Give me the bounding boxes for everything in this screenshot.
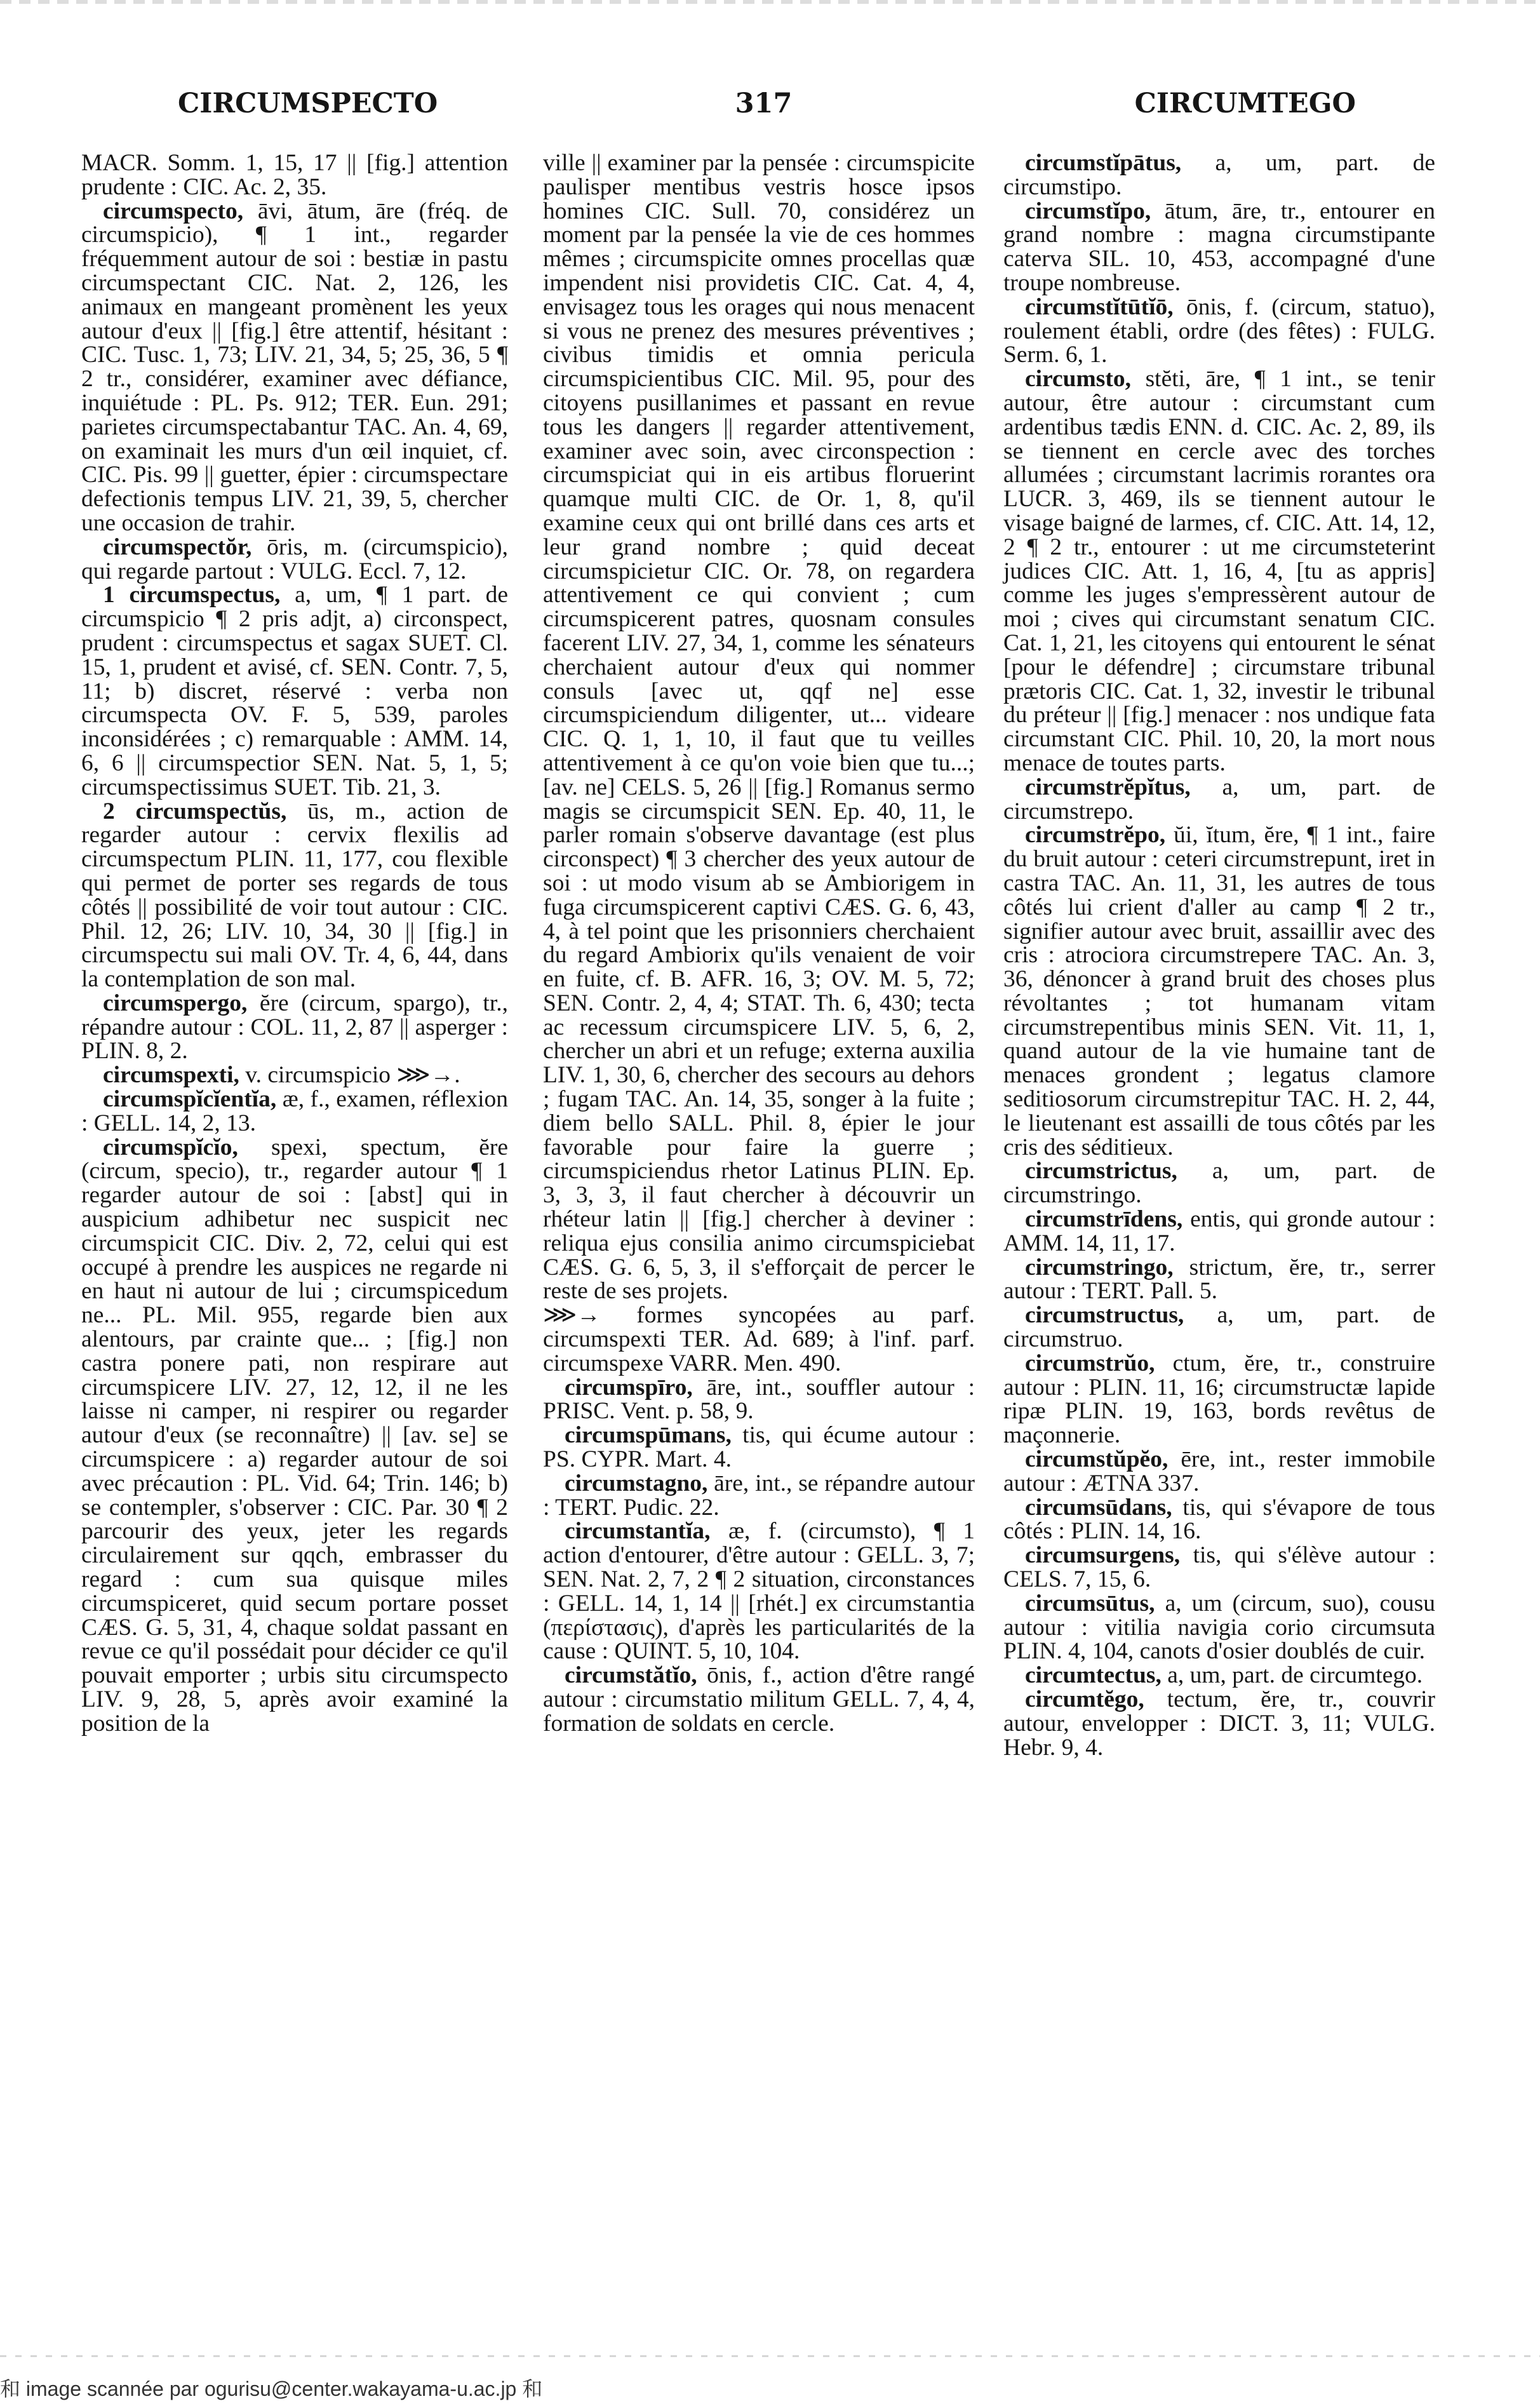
headword: circumstrīdens,	[1025, 1206, 1183, 1233]
dictionary-entry	[1003, 1496, 1435, 1544]
headword: 2 circumspectŭs,	[103, 798, 287, 824]
dictionary-entry	[543, 1376, 975, 1424]
entry-text: a, um, part. de circumtego.	[1167, 1662, 1423, 1689]
dictionary-entry	[1003, 1688, 1435, 1759]
entry-text: ŭi, ĭtum, ĕre, ¶ 1 int., faire du bruit autour : ceteri circumstrepunt, iret in castra TAC. An. 11, 31, les autres de tous côtés lui crient d'aller au camp ¶ 2 tr., signifier autour avec bruit, assaillir avec des cris : atrociora circumstrepere TAC. An. 3, 36, dénoncer à grand bruit des choses plus révoltantes ; tot humanam vitam circumstrepentibus minis SEN. Vit. 11, 1, quand autour de la vie humaine tant de menaces grondent ; legatus clamore seditiosorum circumstrepitur TAC. H. 2, 44, le lieutenant est assailli de tous côtés par les cris des séditieux.	[1003, 822, 1436, 1160]
dictionary-entry	[1003, 776, 1435, 824]
entry-text: ctum, ĕre, tr., construire autour : PLIN. 11, 16; circumstructæ lapide ripæ PLIN. 19, 163, bords revêtus de maçonnerie.	[1003, 1350, 1436, 1449]
entry-text: a, um, ¶ 1 part. de circumspicio ¶ 2 pris adjt, a) circonspect, prudent : circumspectus et sagax SUET. Cl. 15, 1, prudent et avisé, cf. SEN. Contr. 7, 5, 11; b) discret, réservé : verba non circumspecta OV. F. 5, 539, paroles inconsidérées ; c) remarquable : AMM. 14, 6, 6 || circumspectior SEN. Nat. 5, 1, 5; circumspectissimus SUET. Tib. 21, 3.	[81, 582, 508, 800]
entry-text: a, um, part. de circumstipo.	[1003, 150, 1435, 200]
column-1	[81, 151, 508, 2279]
headword: circumstringo,	[1025, 1254, 1174, 1280]
headword: circumspectŏr,	[103, 534, 252, 560]
headword: circumspĭcĭentĭa,	[103, 1086, 277, 1113]
dictionary-entry	[1003, 295, 1435, 367]
dictionary-entry	[81, 199, 508, 535]
entry-text: ⋙→ formes syncopées au parf. circumspexti TER. Ad. 689; à l'inf. parf. circumspexe VARR. Men. 490.	[543, 1302, 975, 1376]
entry-text: a, um, part. de circumstruo.	[1003, 1302, 1435, 1353]
entry-text: ville || examiner par la pensée : circumspicite paulisper mentibus vestris hosce ipsos homines CIC. Sull. 70, considérez un moment par la pensée la vie de ces hommes mêmes ; circumspicite omnes procellas quæ impendent nisi providetis CIC. Cat. 4, 4, envisagez tous les orages qui nous menacent si vous ne prenez des mesures préventives ; civibus timidis et omnia pericula circumspicientibus CIC. Mil. 95, pour des citoyens pusillanimes et passant en revue tous les dangers || regarder attentivement, examiner avec soin, avec circonspection : circumspiciat qui in eis artibus floruerint quamque multi CIC. de Or. 1, 8, qu'il examine ceux qui ont brillé dans ces arts et leur grand nombre ; quid deceat circumspicietur CIC. Or. 78, on regardera attentivement ce qui convient ; cum circumspicerent patres, quosnam consules facerent LIV. 27, 34, 1, comme les sénateurs cherchaient autour d'eux qui nommer consuls [avec ut, qqf ne] esse circumspiciendum diligenter, ut... videare CIC. Q. 1, 1, 10, il faut que tu veilles attentivement à ce qu'on voie bien que tu...; [av. ne] CELS. 5, 26 || [fig.] Romanus sermo magis se circumspicit SEN. Ep. 40, 11, le parler romain s'observe davantage (est plus circonspect) ¶ 3 chercher des yeux autour de soi : ut modo visum ab se Ambiorigem in fuga circumspicerent captivi CÆS. G. 6, 43, 4, à tel point que les prisonniers cherchaient du regard Ambiorix qu'ils venaient de voir en fuite, cf. B. AFR. 16, 3; OV. M. 5, 72; SEN. Contr. 2, 4, 4; STAT. Th. 6, 430; tecta ac recessum circumspicere LIV. 5, 6, 2, chercher un abri et un refuge; externa auxilia LIV. 1, 30, 6, chercher des secours au dehors ; fugam TAC. An. 14, 35, songer à la fuite ; diem bello SALL. Phil. 8, épier le jour favorable pour faire la guerre ; circumspiciendus rhetor Latinus PLIN. Ep. 3, 3, 3, il faut chercher à découvrir un rhéteur latin || [fig.] chercher à deviner : reliqua ejus consilia animo circumspiciebat CÆS. G. 6, 5, 3, il s'efforçait de percer le reste de ses projets.	[543, 150, 975, 1305]
entry-text: tis, qui s'évapore de tous côtés : PLIN. 14, 16.	[1003, 1494, 1436, 1545]
dictionary-entry	[1003, 1303, 1435, 1352]
dictionary-entry	[81, 1087, 508, 1136]
headword: circumtĕgo,	[1025, 1686, 1144, 1712]
headword: circumspĭcĭo,	[103, 1134, 238, 1160]
column-3	[1003, 151, 1435, 2279]
left-guide-word: CIRCUMSPECTO	[178, 88, 438, 119]
dictionary-entry	[543, 1423, 975, 1472]
dictionary-entry	[543, 1472, 975, 1520]
entry-text: a, um, part. de circumstringo.	[1003, 1158, 1435, 1209]
headword: circumsūdans,	[1025, 1494, 1172, 1521]
headword: circumspūmans,	[565, 1422, 732, 1449]
dictionary-entry	[1003, 1448, 1435, 1496]
entry-text: æ, f., examen, réflexion : GELL. 14, 2, 13.	[81, 1086, 508, 1136]
headword: circumtectus,	[1025, 1662, 1162, 1689]
headword: circumstagno,	[565, 1470, 708, 1496]
column-2	[543, 151, 975, 2279]
entry-text: v. circumspicio ⋙→.	[245, 1062, 460, 1089]
entry-text: strictum, ĕre, tr., serrer autour : TERT. Pall. 5.	[1003, 1254, 1435, 1305]
headword: circumstrĕpo,	[1025, 822, 1166, 849]
entry-text: ūs, m., action de regarder autour : cervix flexilis ad circumspectum PLIN. 11, 177, cou flexible qui permet de porter ses regards de tous côtés || possibilité de voir tout autour : CIC. Phil. 12, 26; LIV. 10, 34, 30 || [fig.] in circumspectu sui mali OV. Tr. 4, 6, 44, dans la contemplation de son mal.	[81, 798, 508, 993]
entry-text: spexi, spectum, ĕre (circum, specio), tr., regarder autour ¶ 1 regarder autour de soi : [abst] qui in auspicium adhibetur nec suspicit nec circumspicit CIC. Div. 2, 72, celui qui est occupé à prendre les auspices ne regarde ni en haut ni autour de lui ; circumspicedum ne... PL. Mil. 955, regarde bien aux alentours, par crainte que... ; [fig.] non castra ponere pati, non respirare aut circumspicere LIV. 27, 12, 12, il ne les laisse ni camper, ni respirer ou regarder autour d'eux (se reconnaître) || [av. se] se circumspicere : a) regarder autour de soi avec précaution : PL. Vid. 64; Trin. 146; b) se contempler, s'observer : CIC. Par. 30 ¶ 2 parcourir des yeux, jeter les regards circulairement sur qqch, embrasser du regard : cum sua quisque miles circumspiceret, quid secum portare posset CÆS. G. 5, 31, 4, chaque soldat passant en revue ce qu'il possédait pour décider ce qu'il pouvait emporter ; urbis situ circumspecto LIV. 9, 28, 5, après avoir examiné la position de la	[81, 1134, 508, 1737]
entry-text: a, um (circum, suo), cousu autour : vitilia navigia corio circumsuta PLIN. 4, 104, canots d'osier doublés de cuir.	[1003, 1590, 1436, 1665]
headword: circumstĭtūtĭō,	[1025, 293, 1174, 320]
entry-text: ōnis, f. (circum, statuo), roulement établi, ordre (des fêtes) : FULG. Serm. 6, 1.	[1003, 293, 1435, 368]
headword: circumsto,	[1025, 366, 1131, 393]
headword: circumstŭpĕo,	[1025, 1446, 1168, 1473]
entry-text: ātum, āre, tr., entourer en grand nombre : magna circumstipante caterva SIL. 10, 453, accompagné d'une troupe nombreuse.	[1003, 198, 1435, 296]
headword: circumspīro,	[565, 1374, 693, 1401]
entry-text: stĕti, āre, ¶ 1 int., se tenir autour, être autour : circumstant cum ardentibus tædis ENN. d. CIC. Ac. 2, 89, ils se tiennent en cercle avec des torches allumées ; circumstant lacrimis rorantes ora LUCR. 3, 469, ils se tiennent autour le visage baigné de larmes, cf. CIC. Att. 14, 12, 2 ¶ 2 tr., entourer : ut me circumsteterint judices CIC. Att. 1, 16, 4, [tu as appris] comme les juges s'empressèrent autour de moi ; cives qui circumstant senatum CIC. Cat. 1, 21, les citoyens qui entourent le sénat [pour le défendre] ; circumstare tribunal prætoris CIC. Cat. 1, 32, investir le tribunal du préteur || [fig.] menacer : nos undique fata circumstant CIC. Phil. 10, 20, la mort nous menace de toutes parts.	[1003, 366, 1436, 776]
entry-text: tis, qui s'élève autour : CELS. 7, 15, 6.	[1003, 1542, 1435, 1593]
headword: circumspecto,	[103, 198, 244, 224]
entry-text: æ, f. (circumsto), ¶ 1 action d'entourer, d'être autour : GELL. 3, 7; SEN. Nat. 2, 7, 2 ¶ 2 situation, circonstances : GELL. 14, 1, 14 || [rhét.] ex circumstantia (περίστασις), d'après les particularités de la cause : QUINT. 5, 10, 104.	[543, 1518, 975, 1665]
dictionary-entry	[1003, 1352, 1435, 1448]
scan-edge-mark	[0, 2355, 1540, 2357]
headword: circumstĭpo,	[1025, 198, 1151, 224]
headword: circumspergo,	[103, 990, 248, 1016]
entry-text: āre, int., se répandre autour : TERT. Pudic. 22.	[543, 1470, 975, 1521]
dictionary-entry	[1003, 1543, 1435, 1592]
entry-continuation	[543, 1303, 975, 1375]
entry-text: āre, int., souffler autour : PRISC. Vent. p. 58, 9.	[543, 1374, 975, 1425]
dictionary-entry	[1003, 1207, 1435, 1256]
dictionary-entry	[1003, 1256, 1435, 1304]
headword: circumstrŭo,	[1025, 1350, 1155, 1376]
headword: circumstătĭo,	[565, 1662, 697, 1689]
headword: circumsurgens,	[1025, 1542, 1181, 1569]
headword: 1 circumspectus,	[103, 582, 281, 608]
entry-continuation	[81, 151, 508, 199]
dictionary-entry	[543, 1519, 975, 1663]
headword: circumspexti,	[103, 1062, 239, 1089]
dictionary-entry	[81, 1063, 508, 1087]
entry-text: āvi, ātum, āre (fréq. de circumspicio), ¶ 1 int., regarder fréquemment autour de soi : bestiæ in pastu circumspectant CIC. Nat. 2, 126, les animaux en mangeant promènent les yeux autour d'eux || [fig.] être attentif, hésitant : CIC. Tusc. 1, 73; LIV. 21, 34, 5; 25, 36, 5 ¶ 2 tr., considérer, examiner avec défiance, inquiétude : PL. Ps. 912; TER. Eun. 291; parietes circumspectabantur TAC. An. 4, 69, on examinait les murs d'un œil inquiet, cf. CIC. Pis. 99 || guetter, épier : circumspectare defectionis tempus LIV. 21, 39, 5, chercher une occasion de trahir.	[81, 198, 509, 536]
dictionary-entry	[1003, 1159, 1435, 1207]
dictionary-entry	[81, 583, 508, 799]
dictionary-entry	[81, 800, 508, 991]
headword: circumstrictus,	[1025, 1158, 1177, 1185]
entry-continuation	[543, 151, 975, 1303]
dictionary-entry	[1003, 823, 1435, 1159]
scan-credit: 和 image scannée par ogurisu@center.wakayama-u.ac.jp 和	[0, 2377, 543, 2400]
dictionary-entry	[1003, 151, 1435, 199]
headword: circumstantĭa,	[565, 1518, 711, 1545]
headword: circumstructus,	[1025, 1302, 1184, 1329]
entry-text: tis, qui écume autour : PS. CYPR. Mart. 4.	[543, 1422, 975, 1473]
dictionary-entry	[1003, 367, 1435, 776]
dictionary-entry	[81, 1136, 508, 1736]
entry-text: ĕre (circum, spargo), tr., répandre autour : COL. 11, 2, 87 || asperger : PLIN. 8, 2.	[81, 990, 508, 1065]
page-header	[171, 88, 1356, 126]
top-scan-edge	[0, 0, 1540, 4]
entry-text: tectum, ĕre, tr., couvrir autour, envelopper : DICT. 3, 11; VULG. Hebr. 9, 4.	[1003, 1686, 1436, 1761]
headword: circumstĭpātus,	[1025, 150, 1182, 176]
entry-text: MACR. Somm. 1, 15, 17 || [fig.] attention prudente : CIC. Ac. 2, 35.	[81, 150, 508, 200]
dictionary-entry	[81, 535, 508, 584]
dictionary-entry	[1003, 1592, 1435, 1663]
dictionary-entry	[543, 1663, 975, 1735]
entry-text: ēre, int., rester immobile autour : ÆTNA 337.	[1003, 1446, 1435, 1496]
entry-text: entis, qui gronde autour : AMM. 14, 11, 17.	[1003, 1206, 1435, 1256]
dictionary-entry	[81, 991, 508, 1063]
dictionary-entry	[1003, 1663, 1435, 1688]
dictionary-entry	[1003, 199, 1435, 295]
entry-text: a, um, part. de circumstrepo.	[1003, 774, 1435, 824]
headword: circumsūtus,	[1025, 1590, 1155, 1616]
headword: circumstrĕpĭtus,	[1025, 774, 1191, 800]
entry-text: ōnis, f., action d'être rangé autour : circumstatio militum GELL. 7, 4, 4, formation de soldats en cercle.	[543, 1662, 975, 1737]
entry-text: ōris, m. (circumspicio), qui regarde partout : VULG. Eccl. 7, 12.	[81, 534, 508, 584]
page-number: 317	[735, 88, 793, 119]
right-guide-word: CIRCUMTEGO	[1134, 88, 1356, 119]
